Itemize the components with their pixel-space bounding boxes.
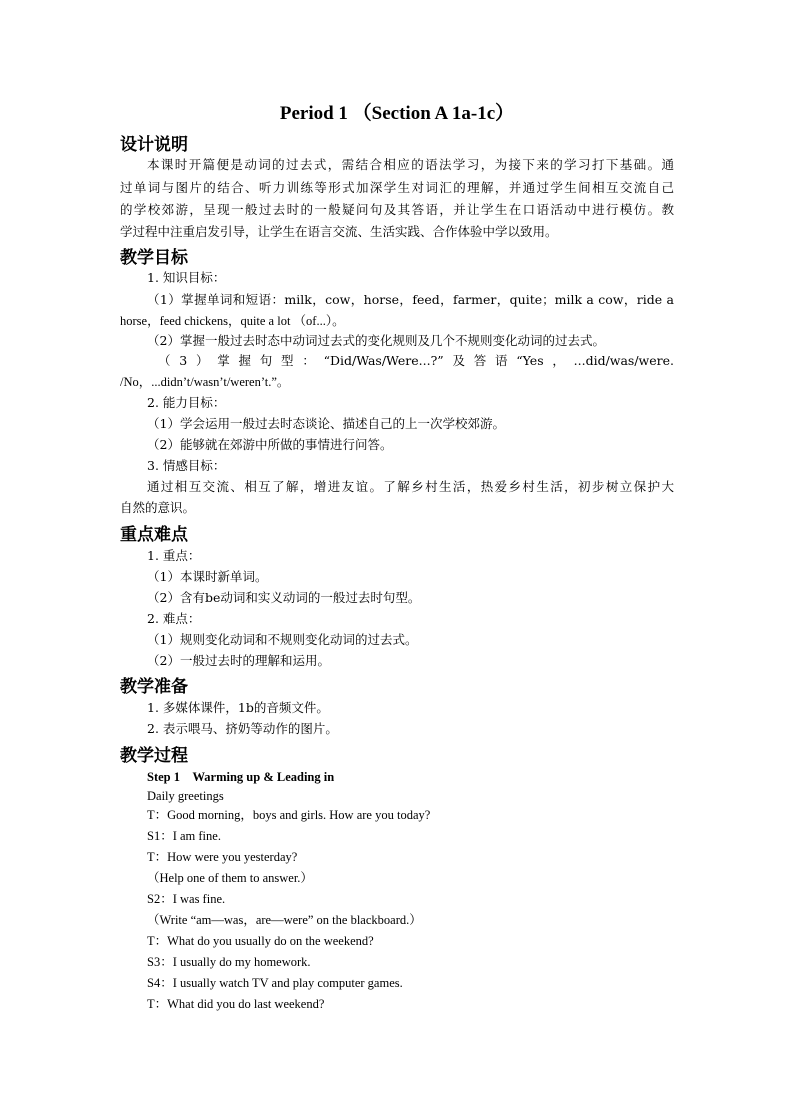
goals-line-2: （1）掌握单词和短语：milk，cow，horse，feed，farmer，quite；milk a cow，ride a <box>147 292 674 307</box>
heading-process: 教学过程 <box>120 746 188 766</box>
process-line-2: T：Good morning，boys and girls. How are you today? <box>147 808 431 822</box>
keypoints-line-5: （1）规则变化动词和不规则变化动词的过去式。 <box>147 632 418 647</box>
process-line-11: T：What did you do last weekend? <box>147 997 325 1011</box>
prep-line-2: 2. 表示喂马、挤奶等动作的图片。 <box>147 721 338 736</box>
keypoints-line-4: 2. 难点： <box>147 611 201 626</box>
process-line-5: （Help one of them to answer.） <box>147 871 313 885</box>
process-line-4: T：How were you yesterday? <box>147 850 298 864</box>
heading-prep: 教学准备 <box>120 677 188 697</box>
keypoints-line-2: （1）本课时新单词。 <box>147 569 268 584</box>
goals-line-5: （3）掌握句型：“Did/Was/Were...?”及答语“Yes，...did/was/were. <box>158 353 674 368</box>
heading-goals: 教学目标 <box>120 248 188 268</box>
goals-line-1: 1. 知识目标： <box>147 270 226 285</box>
process-line-8: T：What do you usually do on the weekend? <box>147 934 374 948</box>
heading-design: 设计说明 <box>120 135 188 155</box>
prep-line-1: 1. 多媒体课件，1b的音频文件。 <box>147 700 329 715</box>
goals-line-7: 2. 能力目标： <box>147 395 226 410</box>
process-line-7: （Write “am—was，are—were” on the blackboard.） <box>147 913 422 927</box>
page-title: Period 1 （Section A 1a-1c） <box>279 103 515 124</box>
design-line-3: 的学校郊游，呈现一般过去时的一般疑问句及其答语，并让学生在口语活动中进行模仿。教 <box>120 202 674 217</box>
goals-line-6: /No，...didn’t/wasn’t/weren’t.”。 <box>120 375 290 389</box>
design-line-1: 本课时开篇便是动词的过去式，需结合相应的语法学习，为接下来的学习打下基础。通 <box>147 157 674 172</box>
goals-line-9: （2）能够就在郊游中所做的事情进行问答。 <box>147 437 393 452</box>
step-heading: Step 1 Warming up & Leading in <box>147 770 335 784</box>
goals-line-12: 自然的意识。 <box>120 500 196 515</box>
process-line-1: Daily greetings <box>147 789 224 803</box>
heading-keypoints: 重点难点 <box>120 525 188 545</box>
keypoints-line-1: 1. 重点： <box>147 548 201 563</box>
goals-line-3: horse，feed chickens，quite a lot （of...）。 <box>120 314 345 328</box>
design-line-2: 过单词与图片的结合、听力训练等形式加深学生对词汇的理解，并通过学生间相互交流自己 <box>120 180 674 195</box>
goals-line-4: （2）掌握一般过去时态中动词过去式的变化规则及几个不规则变化动词的过去式。 <box>147 333 605 348</box>
process-line-9: S3：I usually do my homework. <box>147 955 311 969</box>
goals-line-10: 3. 情感目标： <box>147 458 226 473</box>
keypoints-line-6: （2）一般过去时的理解和运用。 <box>147 653 330 668</box>
design-line-4: 学过程中注重启发引导，让学生在语言交流、生活实践、合作体验中学以致用。 <box>120 224 558 239</box>
goals-line-8: （1）学会运用一般过去时态谈论、描述自己的上一次学校郊游。 <box>147 416 505 431</box>
keypoints-line-3: （2）含有be动词和实义动词的一般过去时句型。 <box>147 590 421 605</box>
process-line-10: S4：I usually watch TV and play computer games. <box>147 976 403 990</box>
process-line-6: S2：I was fine. <box>147 892 226 906</box>
goals-line-11: 通过相互交流、相互了解，增进友谊。了解乡村生活，热爱乡村生活，初步树立保护大 <box>147 479 674 494</box>
process-line-3: S1：I am fine. <box>147 829 221 843</box>
